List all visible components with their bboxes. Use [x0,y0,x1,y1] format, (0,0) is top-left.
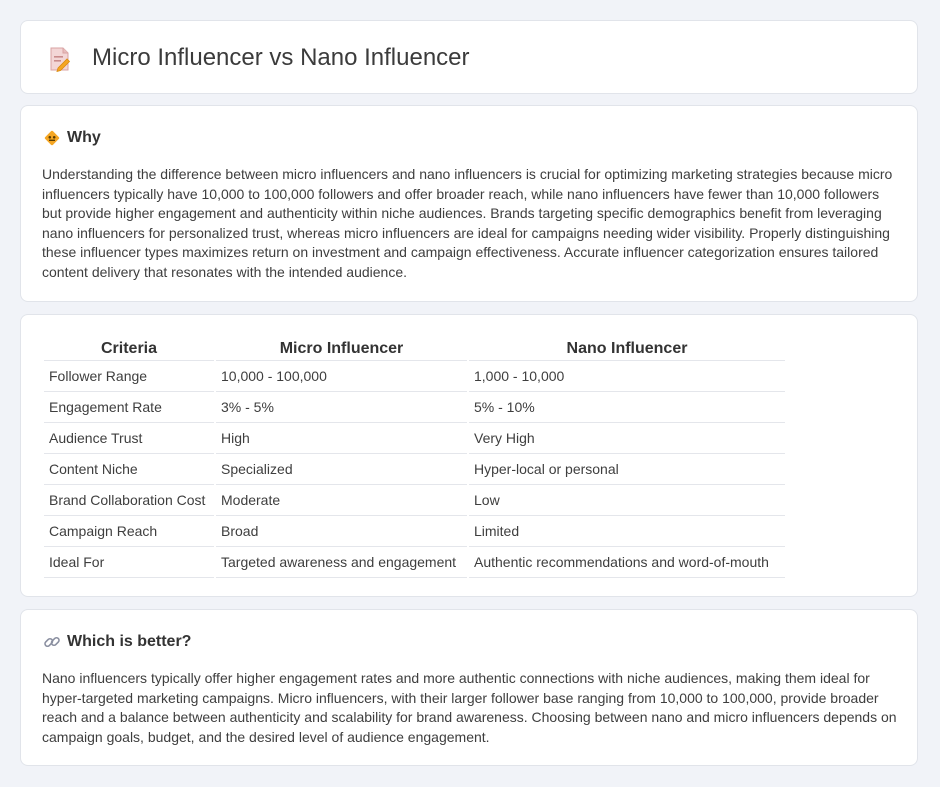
comparison-table [42,336,787,578]
table-cell: Moderate [216,485,467,516]
table-row [44,361,785,392]
table-row [44,392,785,423]
table-cell: Ideal For [44,547,214,578]
better-paragraph: Nano influencers typically offer higher engagement rates and more authentic connections with niche audiences, making them ideal for hyper-targeted marketing campaigns. Micro influencers, with their larger follower base ranging from 10,000 to 100,000, provide broader reach and a balance between authenticity and scalability for brand awareness. Choosing between nano and micro influencers depends on campaign goals, budget, and the desired level of audience engagement. [42,670,897,745]
table-cell: Campaign Reach [44,516,214,547]
comparison-table-card [20,314,918,597]
table-row [44,454,785,485]
better-heading: Which is better? [67,633,192,650]
table-cell: 1,000 - 10,000 [469,361,785,392]
column-header-nano: Nano Influencer [469,336,785,361]
table-cell: Targeted awareness and engagement [216,547,467,578]
why-section [20,105,918,302]
table-cell: Broad [216,516,467,547]
page-title: Micro Influencer vs Nano Influencer [92,44,470,71]
table-row [44,547,785,578]
link-icon [43,633,61,651]
table-row [44,485,785,516]
table-cell: Limited [469,516,785,547]
table-header-row [44,336,785,361]
table-cell: 3% - 5% [216,392,467,423]
table-cell: Hyper-local or personal [469,454,785,485]
table-cell: Authentic recommendations and word-of-mouth [469,547,785,578]
table-cell: Follower Range [44,361,214,392]
why-paragraph: Understanding the difference between micro influencers and nano influencers is crucial for optimizing marketing strategies because micro influencers typically have 10,000 to 100,000 followers and offer broader reach, while nano influencers have fewer than 10,000 followers but provide higher engagement and authenticity within niche audiences. Brands targeting specific demographics benefit from leveraging nano influencers for personalized trust, whereas micro influencers are ideal for campaigns needing wider visibility. Properly distinguishing these influencer types maximizes return on investment and campaign effectiveness. Accurate influencer categorization ensures tailored content delivery that resonates with the intended audience. [42,166,893,280]
column-header-criteria: Criteria [44,336,214,361]
table-cell: Brand Collaboration Cost [44,485,214,516]
table-cell: Specialized [216,454,467,485]
which-is-better-section [20,609,918,766]
title-card [20,20,918,94]
table-cell: Engagement Rate [44,392,214,423]
table-cell: 10,000 - 100,000 [216,361,467,392]
table-row [44,423,785,454]
why-heading-row [43,128,101,148]
table-cell: Low [469,485,785,516]
why-heading: Why [67,129,101,146]
table-cell: Content Niche [44,454,214,485]
better-heading-row [43,632,191,652]
table-cell: High [216,423,467,454]
document-edit-icon [48,46,72,72]
table-cell: Audience Trust [44,423,214,454]
column-header-micro: Micro Influencer [216,336,467,361]
warning-diamond-icon [43,129,61,147]
table-row [44,516,785,547]
table-cell: 5% - 10% [469,392,785,423]
table-cell: Very High [469,423,785,454]
